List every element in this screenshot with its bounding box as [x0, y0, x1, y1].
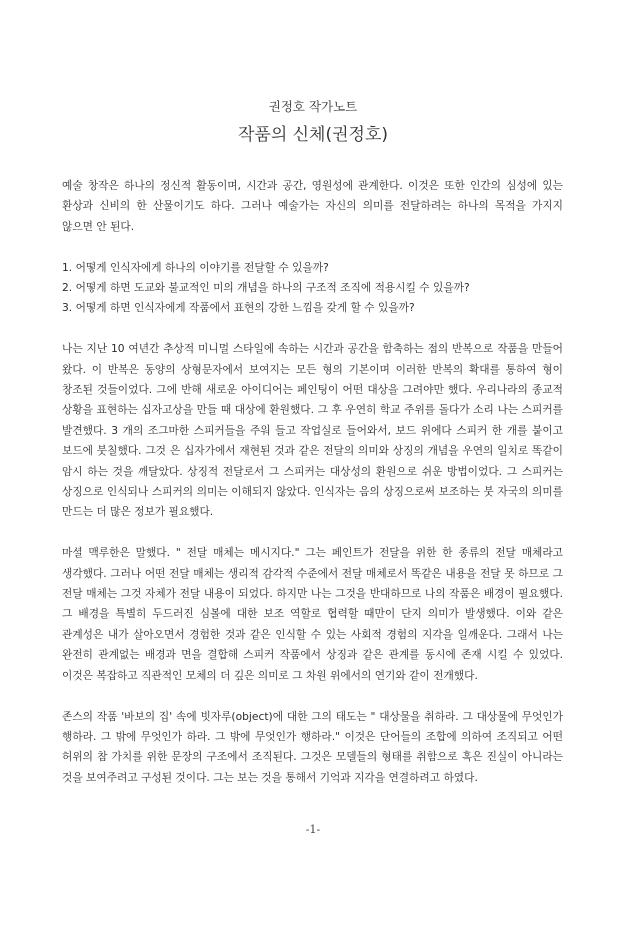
page-number: -1- [305, 823, 321, 836]
question-item-2: 2. 어떻게 하면 도교와 불교적인 미의 개념을 하나의 구조적 조직에 적용시킬 수 있을까? [62, 281, 470, 295]
question-item-3: 3. 어떻게 하면 인식자에게 작품에서 표현의 강한 느낌을 갖게 할 수 있을까? [62, 301, 415, 315]
document-subtitle: 권정호 작가노트 [268, 99, 358, 114]
paragraph-mcluhan: 마셜 맥루한은 말했다. " 전달 매체는 메시지다." 그는 페인트가 전달을 위한 한 종류의 전달 매체라고 생각했다. 그러나 어떤 전달 매체는 생리적 감각적 수준에서 전달 매체로서 똑같은 내용을 전달 못 하므로 그 전달 매체는 그것 자체가 전달 내용이 되었다. 하지만 나는 그것을 반대하므로 나의 작품은 배경이 필요했다. 그 배경을 특별히 두드러진 심볼에 대한 보조 역할로 협력할 때만이 단지 의미가 발생했다. 이와 같은 관계성은 내가 살아오면서 경험한 것과 같은 인식할 수 있는 사회적 경험의 지각을 일깨운다. 그래서 나는 완전히 관계없는 배경과 면을 결합해 스피커 작품에서 상징과 같은 관계를 동시에 존재 시킬 수 있었다. 이것은 복잡하고 직관적인 모체의 더 깊은 의미로 그 차원 위에서의 연기와 같이 전개했다. [62, 546, 563, 682]
document-body [62, 176, 563, 809]
question-item-1: 1. 어떻게 인식자에게 하나의 이야기를 전달할 수 있을까? [62, 260, 329, 274]
paragraph-intro: 예술 창작은 하나의 정신적 활동이며, 시간과 공간, 영원성에 관계한다. 이것은 또한 인간의 심성에 있는 환상과 신비의 한 산물이기도 하다. 그러나 예술가는 자신의 의미를 전달하려는 하나의 목적을 가지지 않으면 안 된다. [62, 179, 563, 233]
document-title: 작품의 신체(권정호) [237, 125, 389, 145]
paragraph-speaker-work: 나는 지난 10 여년간 추상적 미니멀 스타일에 속하는 시간과 공간을 함축하는 점의 반복으로 작품을 만들어 왔다. 이 반복은 동양의 상형문자에서 보여지는 모든 형의 기본이며 이러한 반복의 확대를 통하여 형이 창조된 것들이었다. 그에 반해 새로운 아이디어는 페인팅이 어떤 대상을 그려야만 했다. 우리나라의 종교적 상황을 표현하는 십자고상을 만들 때 대상에 환원했다. 그 후 우연히 학교 주위를 돌다가 소리 나는 스피커를 발견했다. 3 개의 조그마한 스피커들을 주워 들고 작업실로 들어와서, 보드 위에다 스피커 한 개를 붙이고 보드에 붓칠했다. 그것 은 십자가에서 재현된 것과 같은 전달의 의미와 상징의 개념을 우연의 일치로 똑같이 암시 하는 것을 깨달았다. 상징적 전달로서 그 스피커는 대상성의 환원으로 쉬운 방법이었다. 그 스피커는 상징으로 인식되나 스피커의 의미는 이해되지 않았다. 인식자는 음의 상징으로써 보조하는 붓 자국의 의미를 만드는 더 많은 정보가 필요했다. [62, 342, 563, 519]
question-list [62, 258, 563, 319]
paragraph-johns: 존스의 작품 '바보의 집' 속에 빗자루(object)에 대한 그의 태도는 " 대상물을 취하라. 그 대상물에 무엇인가 행하라. 그 밖에 무엇인가 하라. 그 밖에 무엇인가 행하라." 이것은 단어들의 조합에 의하여 조직되고 어떤 허위의 참 가치를 위한 문장의 구조에서 조직된다. 그것은 모델들의 형태를 취함으로 혹은 진실이 아니라는 것을 보여주려고 구성된 것이다. 그는 보는 것을 통해서 기억과 지각을 연결하려고 하였다. [62, 709, 563, 784]
